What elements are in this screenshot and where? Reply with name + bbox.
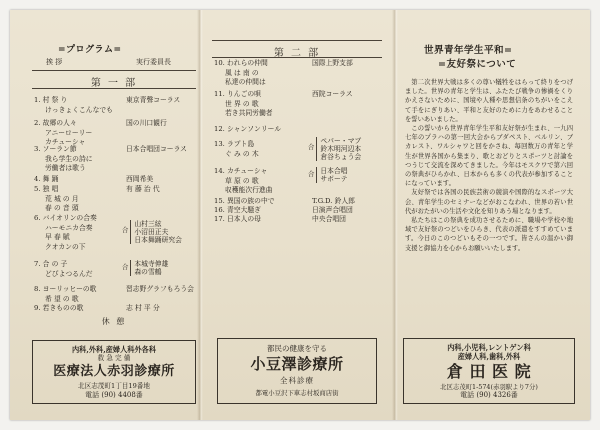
item-performer: 日本舞踊研究会: [134, 236, 182, 244]
ad-emergency: 救 急 完 備: [97, 354, 131, 362]
item-subtitle: けっきょくこんなでも: [45, 105, 113, 114]
part1-heading: 第 一 部: [90, 78, 138, 89]
ad-kurata-clinic: [403, 338, 575, 404]
festival-paragraph: 私たちはこの祭典を成功させるために、職場や学校や地域で友好祭のつどいをひらき、代表の派遣をすすめています。今日のこのつどいもその一つです。皆さんの温かい御支援と御協力を心からお願いいたします。: [405, 217, 573, 252]
item-performer: 本城寺伸雄: [134, 260, 169, 268]
ad-akabane-clinic: [32, 340, 196, 404]
ad-departments: 内科,外科,産婦人科外各科: [71, 345, 157, 354]
item-subtitle: どびよつるんだ: [45, 269, 93, 278]
ad-clinic-name: 医療法人赤羽診療所: [53, 364, 175, 380]
item-title: 1. 村 祭 り: [34, 96, 68, 104]
performer-bracket-label: 合: [122, 263, 129, 271]
ad-address: 北区志茂町1-574(赤羽駅より7分): [440, 383, 538, 391]
program-item: [34, 285, 196, 304]
item-performer: 西院コーラス: [312, 90, 353, 98]
program-item: [214, 137, 382, 161]
item-title: 5. 独 唱: [34, 185, 59, 193]
ad-clinic-name: 小豆澤診療所: [250, 355, 344, 374]
item-title: 12. シャンソンリール: [214, 125, 282, 133]
intermission-label: 休 憩: [101, 317, 127, 326]
part2-rule-top: [212, 40, 382, 41]
greeting-label: 挨 拶: [46, 58, 63, 66]
item-title: 4. 舞 踊: [34, 175, 59, 183]
ad-clinic-name: 倉 田 医 院: [446, 362, 532, 381]
program-item: [214, 90, 382, 119]
festival-paragraph: 友好祭では各国の民族芸術の競演や国際的なスポーツ大会、青年学生のセミナーなどがおこなわれ、世界の若い世代がおたがいの生活や文化を知りあう場となります。: [405, 189, 573, 215]
festival-title-line2: =友好祭について: [438, 59, 517, 70]
item-subtitle: 春 の 音 頭: [45, 204, 79, 212]
item-performer: 山村三絃: [134, 220, 162, 228]
item-performer: 日本合唱団コーラス: [126, 145, 187, 153]
part2-rule-bottom: [212, 57, 382, 58]
performer-bracket: [130, 220, 182, 244]
item-performer: 鈴木明河辺本: [320, 145, 362, 153]
program-item: [34, 185, 196, 214]
item-subtitle: 若き共同労働者: [225, 109, 273, 117]
item-performer: T.G.D. 鈴人郎: [312, 197, 355, 205]
item-performer: 国の川口観行: [126, 119, 167, 127]
item-performer: 倉谷ちょう会: [320, 153, 362, 161]
performer-bracket-label: 合: [308, 170, 315, 178]
performer-bracket-label: 合: [308, 143, 315, 151]
fold-line-left: [197, 10, 203, 420]
item-subtitle: 世 界 の 歌: [225, 99, 259, 108]
item-subtitle: 収穫能次行進曲: [225, 186, 273, 194]
program-item: [34, 145, 196, 174]
item-title: 7. 合 の 子: [34, 260, 68, 268]
item-subtitle: 草 原 の 歌: [225, 176, 259, 185]
item-subtitle: 希 望 の 歌: [45, 294, 79, 303]
program-item: [34, 214, 196, 252]
item-subtitle: 荒 城 の 月: [45, 194, 79, 203]
program-item: [34, 175, 196, 185]
ad-departments: 内科,小児科,レントゲン科: [447, 343, 531, 352]
program-item: [214, 125, 382, 135]
item-performer: 日本合唱: [320, 167, 348, 175]
program-item: [214, 167, 382, 196]
item-performer: 西岡希美: [126, 175, 154, 183]
item-title: 17. 日本人の母: [214, 215, 261, 223]
item-title: 13. ラプト島: [214, 140, 255, 148]
festival-title-line1: 世界青年学生平和=: [424, 45, 513, 56]
festival-paragraph: この誓いから世界青年学生平和友好祭が生まれ、一九四七年のプラハの第一回大会からブダペスト、ベルリン、ブカレスト、ワルシャワと回をかさね、毎回数万の青年と学生が世界各国から集まり、歌とおどりとスポーツと討論をつうじて交流を深めてきました。今年はモスクワで第六回の祭典がひらかれ、日本からも多くの代表が参加することになっています。: [405, 125, 573, 188]
ad-tagline: 都民の健康を守る: [267, 344, 327, 353]
item-title: 6. バイオリンの合奏: [34, 214, 97, 222]
item-title: 8. ヨーリッヒーの歌: [34, 285, 97, 293]
item-subtitle: クオカンの下: [45, 242, 86, 251]
item-performer: 有 藤 治 代: [126, 185, 160, 193]
item-title: 2. 故郷の人々: [34, 119, 77, 127]
item-subtitle: カチューシャ: [45, 138, 86, 146]
item-performer: 志 村 平 分: [126, 304, 160, 312]
item-performer: 中央合唱団: [312, 215, 346, 223]
performer-bracket: [316, 167, 347, 183]
ad-phone: 電話 (90) 4326番: [460, 391, 518, 399]
ad-access: 都電小豆沢下車志村坂商店街: [255, 388, 339, 397]
performer-bracket: [130, 260, 168, 276]
fold-line-right: [392, 10, 398, 420]
item-title: 11. りんごの唄: [214, 90, 261, 98]
program-item: [214, 59, 382, 88]
item-title: 14. カチューシャ: [214, 167, 268, 175]
item-performer: 習志野グラフもろう会: [126, 285, 194, 293]
item-performer: ペパー・マブ: [320, 137, 362, 145]
ad-phone: 電話 (90) 4408番: [85, 390, 143, 399]
item-performer: 小沼田正夫: [134, 228, 169, 236]
item-subtitle: 早 春 賦: [45, 233, 70, 241]
program-item: [34, 260, 196, 279]
greeting-speaker: 実行委員長: [136, 58, 171, 66]
item-subtitle: ハーモニカ合奏: [45, 223, 93, 232]
item-subtitle: 我ら学生の詩に: [45, 154, 93, 163]
program-item: [34, 304, 196, 314]
item-subtitle: 風 は 南 の: [225, 68, 259, 77]
part2-heading: 第 二 部: [273, 48, 321, 59]
program-item: [214, 215, 382, 225]
item-subtitle: ぐ み の 木: [225, 149, 259, 158]
ad-address: 北区志茂町1丁目19番地: [78, 382, 150, 391]
performer-bracket-label: 合: [122, 226, 129, 234]
item-title: 10. われらの仲間: [214, 59, 268, 67]
part1-rule-bottom: [32, 88, 196, 89]
item-subtitle: 労働者は歌う: [45, 164, 86, 172]
item-performer: 東京青聲コーラス: [126, 96, 181, 104]
item-subtitle: 私達の仲間は: [225, 78, 266, 86]
ad-azusawa-clinic: [217, 338, 377, 404]
item-performer: 国際上野支部: [312, 59, 353, 67]
festival-paragraph: 第二次世界大戦は多くの尊い犠牲をはらって終りをつげました。世界の青年と学生は、ふたたび戦争の惨禍をくりかえさないために、国境や人種や思想信条のちがいをこえて手をにぎりあい、平和と友好のために力をあわせることを誓いあいました。: [405, 79, 573, 123]
part1-rule-top: [32, 70, 196, 71]
item-title: 3. ソーラン節: [34, 145, 77, 153]
performer-bracket: [316, 137, 361, 161]
item-performer: 森の雪鶴: [134, 268, 162, 276]
program-title: =プログラム=: [58, 45, 122, 55]
program-item: [34, 96, 196, 115]
item-performer: サボーテ: [320, 175, 348, 183]
ad-service: 全科診療: [280, 376, 314, 386]
item-performer: 日演声合唱団: [312, 206, 353, 214]
ad-departments-2: 産婦人科,歯科,外科: [457, 352, 521, 361]
item-title: 16. 青空大騒ぎ: [214, 206, 261, 214]
item-subtitle: アニーローリー: [45, 128, 93, 137]
program-item: [34, 119, 196, 148]
item-title: 15. 異国の族の中で: [214, 197, 275, 205]
festival-description: [405, 78, 573, 334]
item-title: 9. 若きものの歌: [34, 304, 84, 312]
